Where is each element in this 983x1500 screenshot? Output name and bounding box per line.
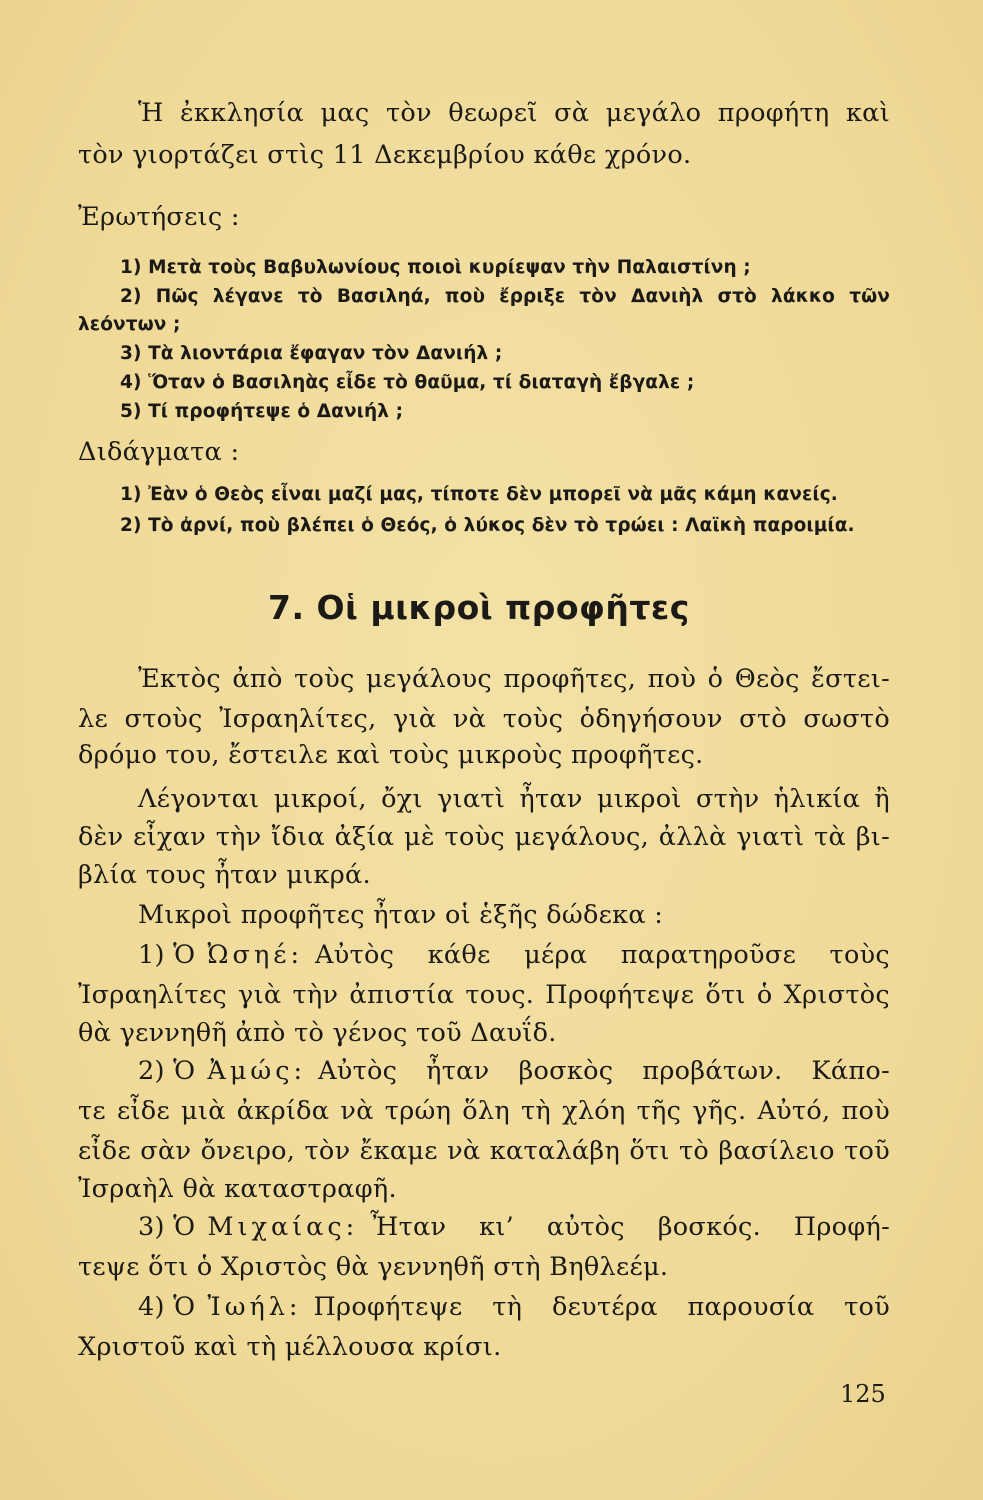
- question-2-line-1: 2) Πῶς λέγανε τὸ Βασιληά, ποὺ ἔρριξε τὸν Δανιὴλ στὸ λάκκο τῶν: [120, 286, 890, 307]
- lessons-heading: Διδάγματα :: [78, 437, 240, 467]
- prophet-amos-text-2: τε εἶδε μιὰ ἀκρίδα νὰ τρώη ὅλη τὴ χλόη τῆς γῆς. Αὐτό, ποὺ: [78, 1096, 890, 1126]
- questions-heading: Ἐρωτήσεις :: [78, 202, 240, 232]
- prophet-hosea-text-1: Αὐτὸς κάθε μέρα παρατηροῦσε τοὺς: [315, 940, 890, 970]
- prophet-hosea-name: Ὠσηέ:: [207, 940, 304, 970]
- prophet-micah-text-1: Ἦταν κι’ αὐτὸς βοσκός. Προφή-: [370, 1212, 890, 1242]
- intro-line-2: τὸν γιορτάζει στὶς 11 Δεκεμβρίου κάθε χρόνο.: [78, 140, 692, 170]
- prophet-micah-number: 3) Ὁ: [138, 1212, 196, 1242]
- paragraph-1-line-2: λε στοὺς Ἰσραηλίτες, γιὰ νὰ τοὺς ὁδηγήσουν στὸ σωστὸ: [78, 704, 890, 734]
- prophet-joel-text-1: Προφήτεψε τὴ δευτέρα παρουσία τοῦ: [313, 1292, 890, 1322]
- prophet-amos-number: 2) Ὁ: [138, 1056, 196, 1086]
- page-number: 125: [840, 1380, 886, 1408]
- question-3: 3) Τὰ λιοντάρια ἔφαγαν τὸν Δανιήλ ;: [120, 343, 503, 364]
- prophet-amos-text-1: Αὐτὸς ἦταν βοσκὸς προβάτων. Κάπο-: [318, 1056, 890, 1086]
- paragraph-2-line-2: δὲν εἶχαν τὴν ἴδια ἀξία μὲ τοὺς μεγάλους, ἀλλὰ γιατὶ τὰ βι-: [78, 822, 890, 852]
- paragraph-1-line-1: Ἐκτὸς ἀπὸ τοὺς μεγάλους προφῆτες, ποὺ ὁ Θεὸς ἔστει-: [138, 664, 890, 694]
- prophet-hosea-text-2: Ἰσραηλίτες γιὰ τὴν ἀπιστία τους. Προφήτεψε ὅτι ὁ Χριστὸς: [78, 980, 890, 1010]
- question-4: 4) Ὅταν ὁ Βασιληὰς εἶδε τὸ θαῦμα, τί διαταγὴ ἔβγαλε ;: [120, 372, 695, 393]
- prophet-joel-number: 4) Ὁ: [138, 1292, 196, 1322]
- prophet-hosea-line-1: [138, 940, 890, 970]
- question-1: 1) Μετὰ τοὺς Βαβυλωνίους ποιοὶ κυρίεψαν τὴν Παλαιστίνη ;: [120, 257, 751, 278]
- prophet-amos-name: Ἀμώς:: [207, 1056, 307, 1086]
- prophet-micah-text-2: τεψε ὅτι ὁ Χριστὸς θὰ γεννηθῆ στὴ Βηθλεέμ.: [78, 1252, 669, 1282]
- question-2-line-2: λεόντων ;: [78, 314, 181, 335]
- prophet-joel-line-1: [138, 1292, 890, 1322]
- prophet-amos-line-1: [138, 1056, 890, 1086]
- prophet-amos-text-4: Ἰσραὴλ θὰ καταστραφῆ.: [78, 1174, 397, 1204]
- prophet-joel-name: Ἰωήλ:: [207, 1292, 302, 1322]
- lesson-1: 1) Ἐὰν ὁ Θεὸς εἶναι μαζί μας, τίποτε δὲν μπορεῖ νὰ μᾶς κάμη κανείς.: [120, 484, 838, 505]
- prophet-micah-name: Μιχαίας:: [207, 1212, 359, 1242]
- paragraph-2-line-1: Λέγονται μικροί, ὄχι γιατὶ ἦταν μικροὶ στὴν ἡλικία ἢ: [138, 784, 890, 814]
- prophet-hosea-number: 1) Ὁ: [138, 940, 196, 970]
- paragraph-2-line-3: βλία τους ἦταν μικρά.: [78, 860, 371, 890]
- question-5: 5) Τί προφήτεψε ὁ Δανιήλ ;: [120, 401, 404, 422]
- section-title: 7. Οἱ μικροὶ προφῆτες: [268, 588, 690, 627]
- prophet-hosea-text-3: θὰ γεννηθῆ ἀπὸ τὸ γένος τοῦ Δαυΐδ.: [78, 1018, 557, 1048]
- prophet-amos-text-3: εἶδε σὰν ὄνειρο, τὸν ἔκαμε νὰ καταλάβη ὅτι τὸ βασίλειο τοῦ: [78, 1136, 890, 1166]
- intro-line-1: Ἡ ἐκκλησία μας τὸν θεωρεῖ σὰ μεγάλο προφήτη καὶ: [138, 98, 890, 128]
- prophet-micah-line-1: [138, 1212, 890, 1242]
- lesson-2: 2) Τὸ ἀρνί, ποὺ βλέπει ὁ Θεός, ὁ λύκος δὲν τὸ τρώει : Λαϊκὴ παροιμία.: [120, 515, 855, 536]
- paragraph-1-line-3: δρόμο του, ἔστειλε καὶ τοὺς μικροὺς προφῆτες.: [78, 740, 704, 770]
- paragraph-3-line-1: Μικροὶ προφῆτες ἦταν οἱ ἑξῆς δώδεκα :: [138, 900, 664, 930]
- prophet-joel-text-2: Χριστοῦ καὶ τὴ μέλλουσα κρίσι.: [78, 1332, 502, 1362]
